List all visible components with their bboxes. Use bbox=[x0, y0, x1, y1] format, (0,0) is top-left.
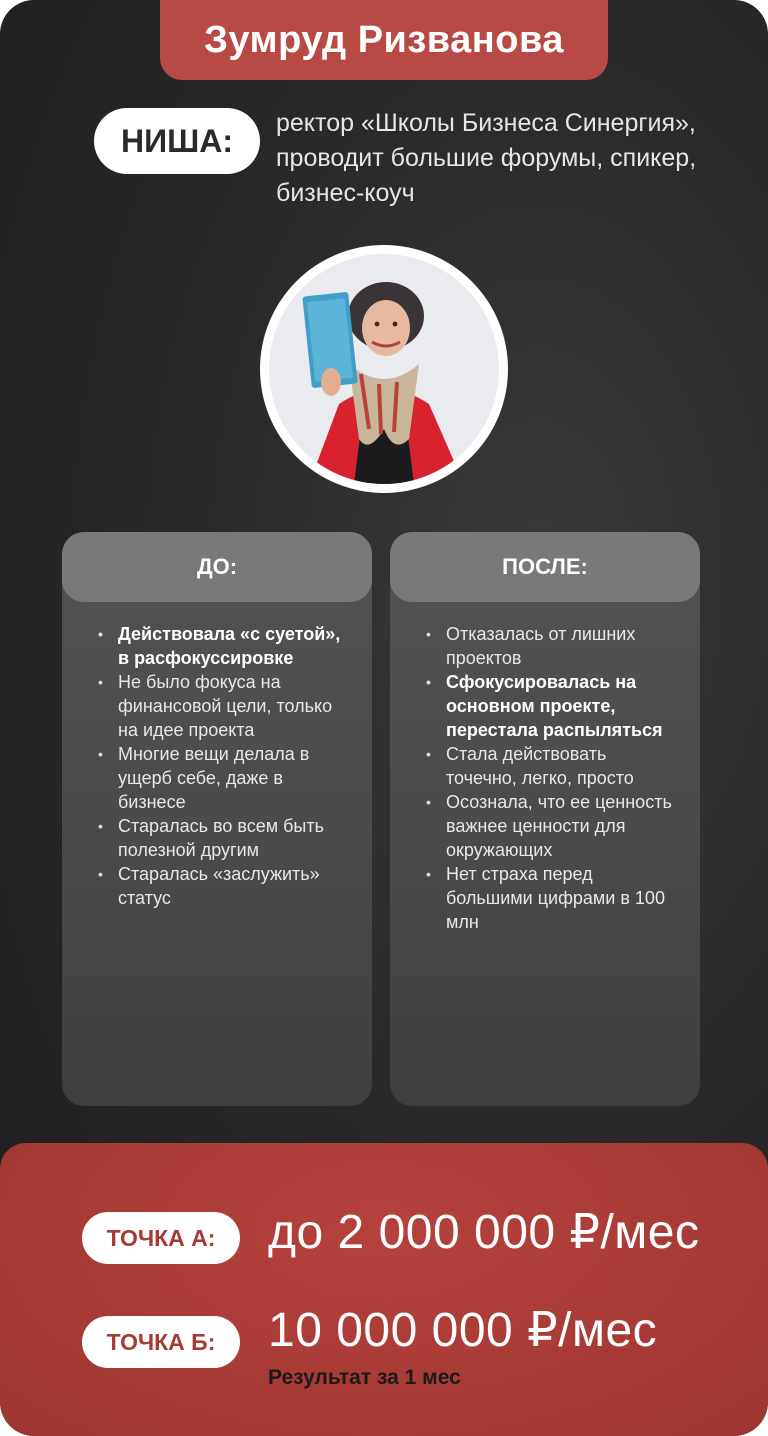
point-b-value: 10 000 000 ₽/мес bbox=[268, 1304, 658, 1357]
list-item: • Отказалась от лишних проектов bbox=[446, 622, 682, 670]
after-column bbox=[390, 532, 700, 1106]
point-b-label: ТОЧКА Б: bbox=[82, 1316, 240, 1368]
avatar bbox=[260, 245, 508, 493]
list-item: • Осознала, что ее ценность важнее ценности для окружающих bbox=[446, 790, 682, 862]
portrait-photo bbox=[269, 254, 499, 484]
before-list bbox=[62, 622, 372, 910]
after-title: ПОСЛЕ: bbox=[390, 532, 700, 602]
niche-label: НИША: bbox=[94, 108, 260, 174]
before-column bbox=[62, 532, 372, 1106]
list-item: • Сфокусировалась на основном проекте, перестала распыляться bbox=[446, 670, 682, 742]
list-item: • Не было фокуса на финансовой цели, только на идее проекта bbox=[118, 670, 354, 742]
after-list bbox=[390, 622, 700, 934]
list-item: • Стала действовать точечно, легко, просто bbox=[446, 742, 682, 790]
result-panel bbox=[0, 1143, 768, 1436]
name-title: Зумруд Ризванова bbox=[160, 0, 608, 80]
point-a-label: ТОЧКА А: bbox=[82, 1212, 240, 1264]
list-item: • Действовала «с суетой», в расфокуссировке bbox=[118, 622, 354, 670]
point-a-value: до 2 000 000 ₽/мес bbox=[268, 1206, 700, 1259]
result-note: Результат за 1 мес bbox=[268, 1366, 461, 1389]
niche-description: ректор «Школы Бизнеса Синергия», проводит большие форумы, спикер, бизнес-коуч bbox=[276, 109, 697, 207]
before-title: ДО: bbox=[62, 532, 372, 602]
list-item: • Нет страха перед большими цифрами в 100 млн bbox=[446, 862, 682, 934]
list-item: • Многие вещи делала в ущерб себе, даже в бизнесе bbox=[118, 742, 354, 814]
list-item: • Старалась «заслужить» статус bbox=[118, 862, 354, 910]
list-item: • Старалась во всем быть полезной другим bbox=[118, 814, 354, 862]
